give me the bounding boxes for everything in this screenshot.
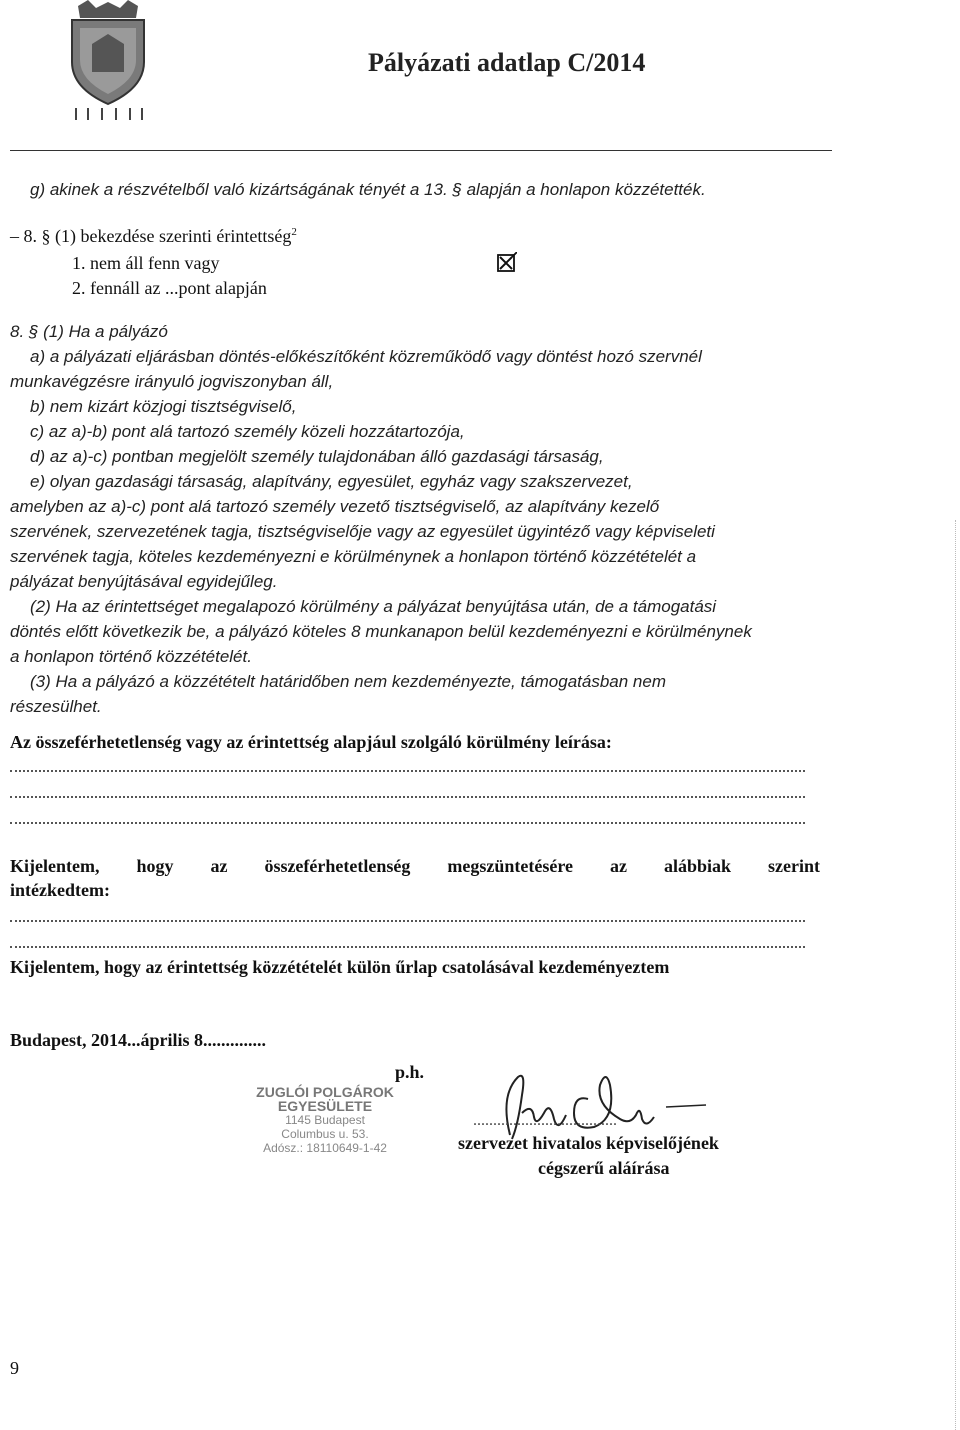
para8-line: szervének tagja, köteles kezdeményezni e körülménynek a honlapon történő közzétételét a — [10, 547, 697, 566]
declaration-word: hogy — [136, 856, 174, 876]
stamp-ph-label: p.h. — [395, 1062, 425, 1082]
para8-line: (2) Ha az érintettséget megalapozó körülmény a pályázat benyújtása után, de a támogatási — [30, 597, 717, 616]
page-number: 9 — [10, 1358, 19, 1378]
declaration-word: megszüntetésére — [447, 856, 573, 876]
option-not-applicable: 1. nem áll fenn vagy — [72, 253, 220, 273]
header-divider — [10, 150, 832, 151]
handwritten-signature — [470, 1055, 710, 1145]
place-date: Budapest, 2014...április 8.............. — [10, 1030, 267, 1050]
para8-line: e) olyan gazdasági társaság, alapítvány, egyesület, egyház vagy szakszervezet, — [30, 472, 633, 491]
signature-caption-1: szervezet hivatalos képviselőjének — [458, 1133, 719, 1153]
stamp-line: Columbus u. 53. — [281, 1127, 369, 1141]
para8-line: szervének, szervezetének tagja, tisztségviselője vagy az egyesület ügyintéző vagy képviseleti — [10, 522, 715, 541]
para8-line: részesülhet. — [10, 697, 102, 716]
declaration-word: összeférhetetlenség — [264, 856, 411, 876]
declaration-word: szerint — [767, 856, 820, 876]
description-line-1[interactable] — [10, 770, 805, 772]
stamp-line: ZUGLÓI POLGÁROK — [256, 1084, 394, 1100]
declaration-word: alábbiak — [663, 856, 731, 876]
signature-dotted-line: .................................... — [473, 1112, 617, 1129]
section-heading — [10, 226, 297, 247]
footnote-ref: 2 — [291, 226, 297, 238]
scan-edge-mark — [955, 520, 956, 1430]
section-heading-text: – 8. § (1) bekezdése szerinti érintettség — [10, 226, 292, 246]
declaration-word: az — [609, 856, 627, 876]
para8-line: 8. § (1) Ha a pályázó — [10, 322, 168, 341]
para8-line: c) az a)-b) pont alá tartozó személy közeli hozzátartozója, — [30, 422, 465, 441]
stamp-line: EGYESÜLETE — [277, 1098, 373, 1114]
item-g-text: g) akinek a részvételből való kizártságának tényét a 13. § alapján a honlapon közzétették. — [30, 180, 706, 199]
signature-caption-2: cégszerű aláírása — [538, 1158, 670, 1178]
para8-line: (3) Ha a pályázó a közzétételt határidőben nem kezdeményezte, támogatásban nem — [30, 672, 666, 691]
description-line-2[interactable] — [10, 796, 805, 798]
para8-line: b) nem kizárt közjogi tisztségviselő, — [30, 397, 297, 416]
checked-checkbox-icon[interactable] — [497, 252, 517, 273]
para8-line: a honlapon történő közzétételét. — [10, 647, 252, 666]
para8-line: a) a pályázati eljárásban döntés-előkészítőként közreműködő vagy döntést hozó szervnél — [30, 347, 702, 366]
para8-line: amelyben az a)-c) pont alá tartozó személy vezető tisztségviselő, az alapítvány kezelő — [10, 497, 660, 516]
declaration-1-line-2: intézkedtem: — [10, 880, 110, 900]
option-applicable: 2. fennáll az ...pont alapján — [72, 278, 267, 298]
description-label: Az összeférhetetlenség vagy az érintettség alapjául szolgáló körülmény leírása: — [10, 732, 612, 752]
para8-line: munkavégzésre irányuló jogviszonyban áll, — [10, 372, 334, 391]
declaration-word: az — [210, 856, 228, 876]
measures-line-1[interactable] — [10, 920, 805, 922]
form-title: Pályázati adatlap C/2014 — [368, 48, 646, 77]
description-line-3[interactable] — [10, 822, 805, 824]
city-crest-logo — [58, 0, 158, 120]
organization-stamp — [230, 1085, 420, 1155]
stamp-line: Adósz.: 18110649-1-42 — [263, 1141, 387, 1155]
para8-line: pályázat benyújtásával egyidejűleg. — [10, 572, 278, 591]
para8-line: döntés előtt következik be, a pályázó köteles 8 munkanapon belül kezdeményezni e körülménynek — [10, 622, 752, 641]
para8-line: d) az a)-c) pontban megjelölt személy tulajdonában álló gazdasági társaság, — [30, 447, 604, 466]
stamp-line: 1145 Budapest — [285, 1113, 365, 1127]
declaration-2: Kijelentem, hogy az érintettség közzétételét külön űrlap csatolásával kezdeményeztem — [10, 957, 670, 977]
declaration-word: Kijelentem, — [10, 856, 100, 876]
measures-line-2[interactable] — [10, 946, 805, 948]
declaration-1-line-1 — [10, 856, 820, 877]
